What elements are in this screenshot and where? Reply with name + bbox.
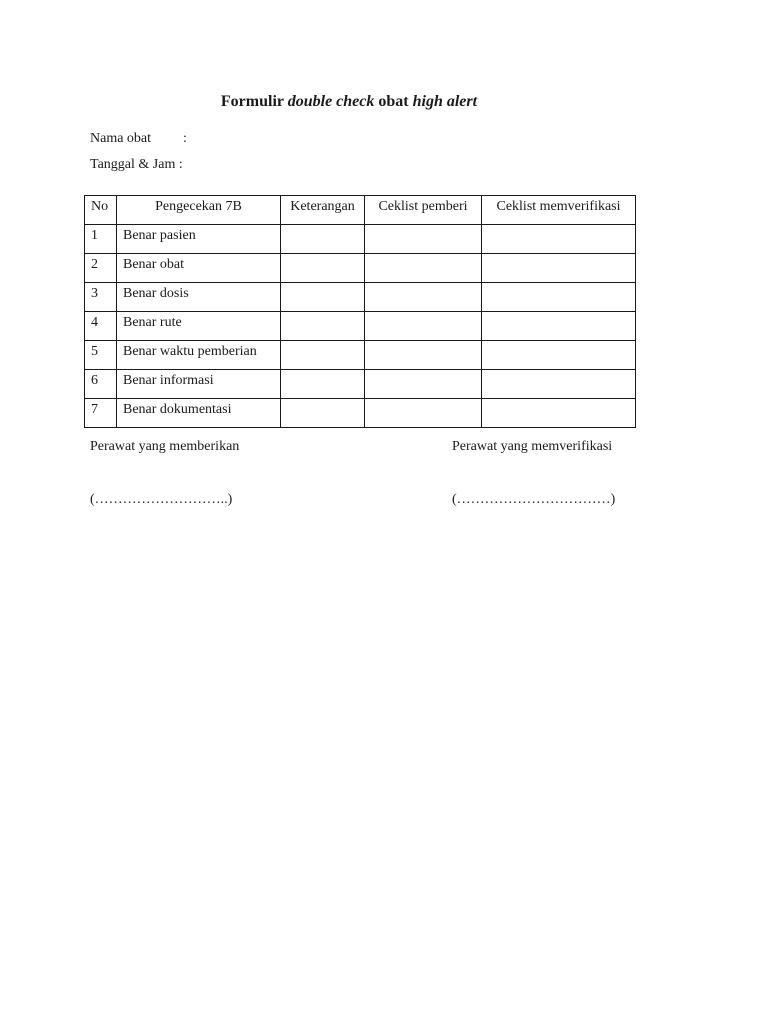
- form-title: [0, 93, 698, 111]
- nama-obat-field: [90, 131, 187, 147]
- ceklist-verifikasi-cell[interactable]: [482, 341, 636, 370]
- table-row: [85, 312, 636, 341]
- signature-label-giver: Perawat yang memberikan: [90, 439, 240, 454]
- ceklist-pemberi-cell[interactable]: [365, 341, 482, 370]
- header-ceklist-verifikasi: Ceklist memverifikasi: [482, 196, 636, 225]
- ceklist-verifikasi-cell[interactable]: [482, 283, 636, 312]
- row-item: Benar dosis: [117, 283, 281, 312]
- title-part-1: Formulir: [220, 93, 288, 110]
- ceklist-verifikasi-cell[interactable]: [482, 225, 636, 254]
- ceklist-verifikasi-cell[interactable]: [482, 399, 636, 428]
- signature-label-verifier: Perawat yang memverifikasi: [452, 439, 613, 454]
- table-row: [85, 254, 636, 283]
- tanggal-jam-label: Tanggal & Jam :: [90, 157, 183, 172]
- keterangan-cell[interactable]: [281, 370, 365, 399]
- ceklist-pemberi-cell[interactable]: [365, 225, 482, 254]
- check-table: [84, 195, 636, 428]
- signature-line-giver[interactable]: (………………………..): [90, 492, 233, 507]
- nama-obat-label: Nama obat: [90, 131, 152, 146]
- ceklist-verifikasi-cell[interactable]: [482, 312, 636, 341]
- keterangan-cell[interactable]: [281, 312, 365, 341]
- row-no: 5: [85, 341, 117, 370]
- row-item: Benar dokumentasi: [117, 399, 281, 428]
- header-ceklist-pemberi: Ceklist pemberi: [365, 196, 482, 225]
- ceklist-pemberi-cell[interactable]: [365, 283, 482, 312]
- ceklist-pemberi-cell[interactable]: [365, 399, 482, 428]
- row-no: 6: [85, 370, 117, 399]
- row-no: 3: [85, 283, 117, 312]
- row-no: 2: [85, 254, 117, 283]
- table-row: [85, 341, 636, 370]
- keterangan-cell[interactable]: [281, 399, 365, 428]
- row-no: 7: [85, 399, 117, 428]
- header-pengecekan: Pengecekan 7B: [117, 196, 281, 225]
- ceklist-verifikasi-cell[interactable]: [482, 370, 636, 399]
- row-item: Benar rute: [117, 312, 281, 341]
- row-item: Benar obat: [117, 254, 281, 283]
- row-no: 1: [85, 225, 117, 254]
- keterangan-cell[interactable]: [281, 341, 365, 370]
- ceklist-pemberi-cell[interactable]: [365, 370, 482, 399]
- keterangan-cell[interactable]: [281, 283, 365, 312]
- table-row: [85, 283, 636, 312]
- table-row: [85, 370, 636, 399]
- row-item: Benar waktu pemberian: [117, 341, 281, 370]
- table-row: [85, 225, 636, 254]
- row-item: Benar informasi: [117, 370, 281, 399]
- nama-obat-colon: :: [183, 131, 187, 146]
- ceklist-pemberi-cell[interactable]: [365, 254, 482, 283]
- keterangan-cell[interactable]: [281, 225, 365, 254]
- ceklist-pemberi-cell[interactable]: [365, 312, 482, 341]
- tanggal-jam-field: [90, 157, 183, 173]
- header-keterangan: Keterangan: [281, 196, 365, 225]
- title-part-4: high alert: [412, 93, 478, 110]
- header-no: No: [85, 196, 117, 225]
- title-part-2: double check: [287, 93, 375, 110]
- keterangan-cell[interactable]: [281, 254, 365, 283]
- ceklist-verifikasi-cell[interactable]: [482, 254, 636, 283]
- row-item: Benar pasien: [117, 225, 281, 254]
- signature-line-verifier[interactable]: (……………………………): [452, 492, 616, 507]
- row-no: 4: [85, 312, 117, 341]
- title-part-3: obat: [374, 93, 413, 110]
- table-row: [85, 399, 636, 428]
- table-header-row: [85, 196, 636, 225]
